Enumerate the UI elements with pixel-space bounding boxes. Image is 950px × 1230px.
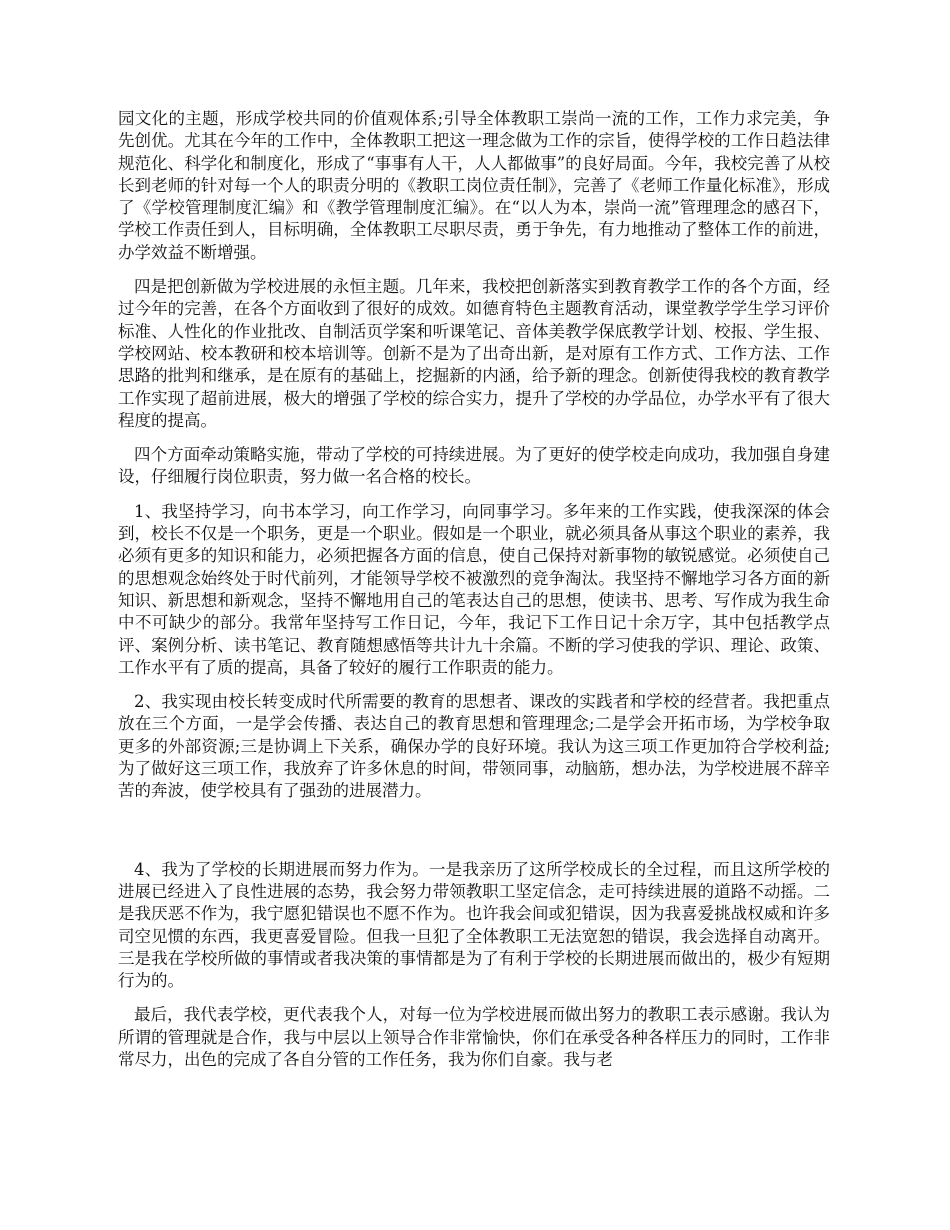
paragraph-item-2-transformation: 2、我实现由校长转变成时代所需要的教育的思想者、课改的实践者和学校的经营者。我把重点放在三个方面，一是学会传播、表达自己的教育思想和管理理念;二是学会开拓市场，为学校争取更多的外部资源;三是协调上下关系，确保办学的良好环境。我认为这三项工作更加符合学校利益;为了做好这三项工作，我放弃了许多休息的时间，带领同事，动脑筋，想办法，为学校进展不辞辛苦的奔波，使学校具有了强劲的进展潜力。: [118, 692, 830, 801]
paragraph-innovation: 四是把创新做为学校进展的永恒主题。几年来，我校把创新落实到教育教学工作的各个方面，经过今年的完善，在各个方面收到了很好的成效。如德育特色主题教育活动，课堂教学学生学习评价标准、人性化的作业批改、自制活页学案和听课笔记、音体美教学保底教学计划、校报、学生报、学校网站、校本教研和校本培训等。创新不是为了出奇出新，是对原有工作方式、工作方法、工作思路的批判和继承，是在原有的基础上，挖掘新的内涵，给予新的理念。创新使得我校的教育教学工作实现了超前进展，极大的增强了学校的综合实力，提升了学校的办学品位，办学水平有了很大程度的提高。: [118, 277, 830, 430]
document-body: [118, 108, 830, 1071]
paragraph-closing-thanks: 最后，我代表学校，更代表我个人，对每一位为学校进展而做出努力的教职工表示感谢。我认为所谓的管理就是合作，我与中层以上领导合作非常愉快，你们在承受各种各样压力的同时，工作非常尽力，出色的完成了各自分管的工作任务，我为你们自豪。我与老: [118, 1005, 830, 1069]
paragraph-item-4-long-term: 4、我为了学校的长期进展而努力作为。一是我亲历了这所学校成长的全过程，而且这所学校的进展已经进入了良性进展的态势，我会努力带领教职工坚定信念，走可持续进展的道路不动摇。二是我厌恶不作为，我宁愿犯错误也不愿不作为。也许我会间或犯错误，因为我喜爱挑战权威和许多司空见惯的东西，我更喜爱冒险。但我一旦犯了全体教职工无法宽恕的错误，我会选择自动离开。三是我在学校所做的事情或者我决策的事情都是为了有利于学校的长期进展而做出的，极少有短期行为的。: [118, 859, 830, 991]
paragraph-school-culture: 园文化的主题，形成学校共同的价值观体系;引导全体教职工崇尚一流的工作，工作力求完美，争先创优。尤其在今年的工作中，全体教职工把这一理念做为工作的宗旨，使得学校的工作日趋法律规范化、科学化和制度化，形成了“事事有人干，人人都做事”的良好局面。今年，我校完善了从校长到老师的针对每一个人的职责分明的《教职工岗位责任制》，完善了《老师工作量化标准》，形成了《学校管理制度汇编》和《教学管理制度汇编》。在“以人为本，崇尚一流”管理理念的感召下，学校工作责任到人，目标明确，全体教职工尽职尽责，勇于争先，有力地推动了整体工作的前进，办学效益不断增强。: [118, 109, 830, 262]
paragraph-item-1-learning: 1、我坚持学习，向书本学习，向工作学习，向同事学习。多年来的工作实践，使我深深的体会到，校长不仅是一个职务，更是一个职业。假如是一个职业，就必须具备从事这个职业的素养，我必须有更多的知识和能力，必须把握各方面的信息，使自己保持对新事物的敏锐感觉。必须使自己的思想观念始终处于时代前列，才能领导学校不被激烈的竞争淘汰。我坚持不懈地学习各方面的新知识、新思想和新观念，坚持不懈地用自己的笔表达自己的思想，使读书、思考、写作成为我生命中不可缺少的部分。我常年坚持写工作日记，今年，我记下工作日记十余万字，其中包括教学点评、案例分析、读书笔记、教育随想感悟等共计九十余篇。不断的学习使我的学识、理论、政策、工作水平有了质的提高，具备了较好的履行工作职责的能力。: [118, 501, 830, 677]
paragraph-strategy-summary: 四个方面牵动策略实施，带动了学校的可持续进展。为了更好的使学校走向成功，我加强自身建设，仔细履行岗位职责，努力做一名合格的校长。: [118, 445, 830, 487]
